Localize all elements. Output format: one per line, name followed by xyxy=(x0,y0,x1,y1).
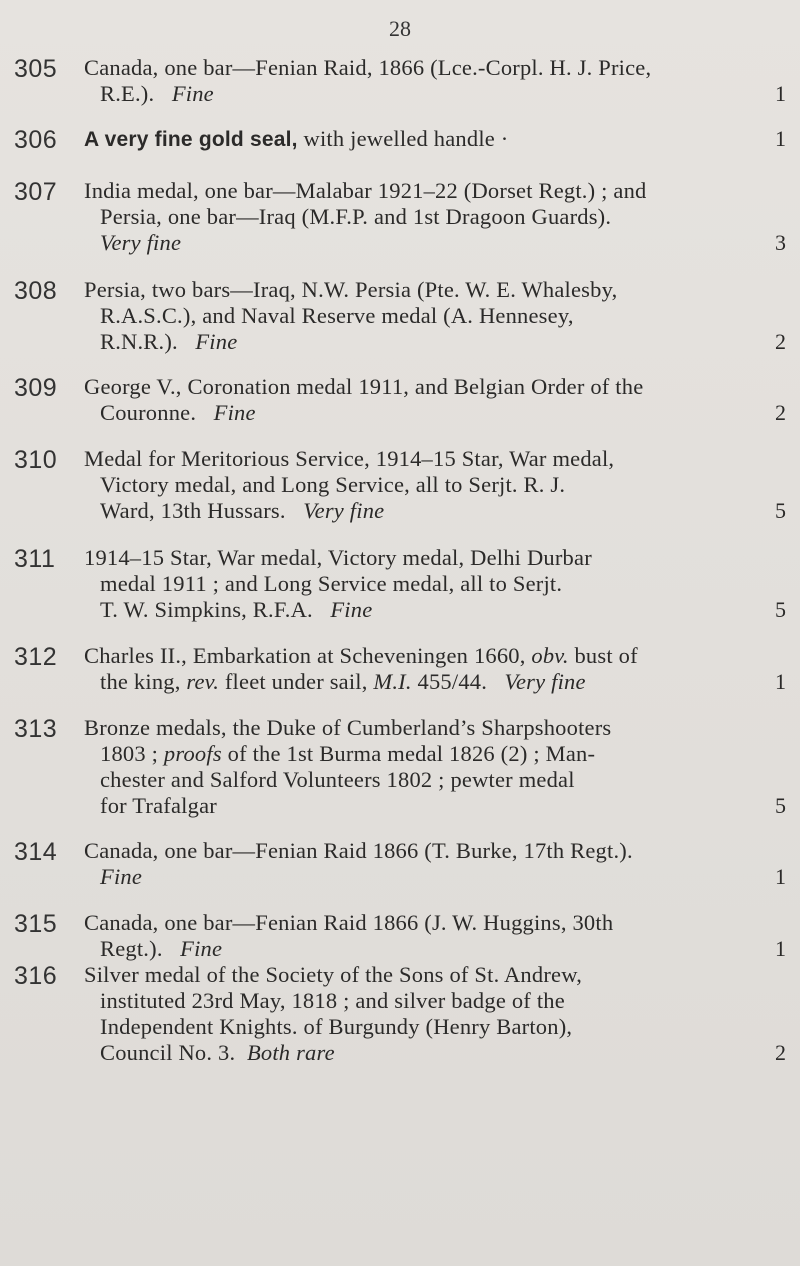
lot-line: Independent Knights. of Burgundy (Henry Barton), xyxy=(100,1014,573,1039)
lot-price: 2 xyxy=(775,400,786,425)
lot-text: of the 1st Burma medal 1826 (2) ; Man- xyxy=(227,741,596,766)
lot-line: medal 1911 ; and Long Service medal, all to Serjt. xyxy=(100,571,563,596)
lot-number: 306 xyxy=(14,126,58,154)
page-number: 28 xyxy=(389,16,411,41)
lot-text: with jewelled handle xyxy=(303,126,495,151)
lot-price: 5 xyxy=(775,498,786,523)
lot-line xyxy=(84,498,790,524)
lot-line: India medal, one bar—Malabar 1921–22 (Dorset Regt.) ; and xyxy=(84,178,647,203)
lot-number: 310 xyxy=(14,446,58,474)
lot-text: the king, xyxy=(100,669,181,694)
lot-grade: Fine xyxy=(195,329,238,354)
lot-line: chester and Salford Volunteers 1802 ; pewter medal xyxy=(100,767,575,792)
lot-line xyxy=(84,597,790,623)
lot-line: A very fine gold seal, with jewelled handle · xyxy=(84,126,509,151)
lot-number: 309 xyxy=(14,374,58,402)
lot-description xyxy=(84,55,790,107)
lot-line xyxy=(84,81,790,107)
lot-line xyxy=(84,936,790,962)
lot-description xyxy=(84,126,790,153)
lot-price: 1 xyxy=(775,126,786,151)
lot-grade: Both rare xyxy=(246,1040,335,1065)
lot-line: 1914–15 Star, War medal, Victory medal, Delhi Durbar xyxy=(84,545,592,570)
lot-grade: Fine xyxy=(100,864,143,889)
lot-line xyxy=(84,400,790,426)
lot-line xyxy=(84,643,790,669)
lot-text: Charles II., Embarkation at Scheveningen 1660, xyxy=(84,643,526,668)
lot-abbrev: proofs xyxy=(163,741,222,766)
lot-abbrev: rev. xyxy=(186,669,220,694)
lot-number: 308 xyxy=(14,277,58,305)
lot-text: R.N.R.). xyxy=(100,329,178,354)
lot-price: 1 xyxy=(775,81,786,106)
lot-line xyxy=(84,669,790,695)
lot-line xyxy=(84,329,790,355)
lot-line: Silver medal of the Society of the Sons of St. Andrew, xyxy=(84,962,583,987)
lot-description xyxy=(84,446,790,524)
lot-description xyxy=(84,178,790,256)
lot-description xyxy=(84,962,790,1066)
lot-text: T. W. Simpkins, R.F.A. xyxy=(100,597,313,622)
lot-line: Bronze medals, the Duke of Cumberland’s Sharpshooters xyxy=(84,715,612,740)
lot-description xyxy=(84,910,790,962)
lot-text: Ward, 13th Hussars. xyxy=(100,498,286,523)
lot-line xyxy=(84,741,790,767)
lot-number: 316 xyxy=(14,962,58,990)
lot-description xyxy=(84,643,790,695)
lot-text: Council No. 3. xyxy=(100,1040,236,1065)
lot-grade: Very fine xyxy=(504,669,586,694)
lot-text: Regt.). xyxy=(100,936,163,961)
lot-line xyxy=(84,230,790,256)
lot-text: R.E.). xyxy=(100,81,155,106)
lot-line: R.A.S.C.), and Naval Reserve medal (A. Hennesey, xyxy=(100,303,574,328)
lot-line: Canada, one bar—Fenian Raid, 1866 (Lce.-Corpl. H. J. Price, xyxy=(84,55,652,80)
lot-price: 1 xyxy=(775,669,786,694)
lot-number: 305 xyxy=(14,55,58,83)
lot-text: 455/44. xyxy=(417,669,488,694)
lot-number: 315 xyxy=(14,910,58,938)
lot-line: for Trafalgar xyxy=(100,793,217,818)
lot-number: 307 xyxy=(14,178,58,206)
lot-price: 5 xyxy=(775,793,786,818)
lot-price: 2 xyxy=(775,1040,786,1065)
lot-price: 5 xyxy=(775,597,786,622)
lot-line: Persia, one bar—Iraq (M.F.P. and 1st Dragoon Guards). xyxy=(100,204,612,229)
lot-text: 1803 ; xyxy=(100,741,159,766)
lot-grade: Very fine xyxy=(100,230,182,255)
lot-price: 3 xyxy=(775,230,786,255)
lot-description xyxy=(84,715,790,819)
lot-price: 2 xyxy=(775,329,786,354)
lot-grade: Very fine xyxy=(303,498,385,523)
lot-description xyxy=(84,838,790,890)
lot-number: 312 xyxy=(14,643,58,671)
lot-text: bust of xyxy=(574,643,638,668)
lot-text: fleet under sail, xyxy=(224,669,368,694)
lot-highlight: A very fine gold seal, xyxy=(84,128,298,151)
lot-line: Persia, two bars—Iraq, N.W. Persia (Pte. W. E. Whalesby, xyxy=(84,277,618,302)
lot-abbrev: obv. xyxy=(531,643,569,668)
lot-line: instituted 23rd May, 1818 ; and silver badge of the xyxy=(100,988,565,1013)
lot-number: 313 xyxy=(14,715,58,743)
lot-price: 1 xyxy=(775,936,786,961)
lot-grade: Fine xyxy=(171,81,214,106)
lot-text: Couronne. xyxy=(100,400,197,425)
lot-line: Victory medal, and Long Service, all to Serjt. R. J. xyxy=(100,472,566,497)
lot-line xyxy=(84,1040,790,1066)
lot-price: 1 xyxy=(775,864,786,889)
lot-number: 311 xyxy=(14,545,56,573)
lot-line xyxy=(84,864,790,890)
lot-line: Canada, one bar—Fenian Raid 1866 (T. Burke, 17th Regt.). xyxy=(84,838,633,863)
lot-grade: Fine xyxy=(213,400,256,425)
lot-reference: M.I. xyxy=(373,669,412,694)
lot-line: George V., Coronation medal 1911, and Belgian Order of the xyxy=(84,374,644,399)
lot-description xyxy=(84,277,790,355)
lot-line: Medal for Meritorious Service, 1914–15 Star, War medal, xyxy=(84,446,615,471)
lot-grade: Fine xyxy=(180,936,223,961)
lot-grade: Fine xyxy=(330,597,373,622)
lot-number: 314 xyxy=(14,838,58,866)
lot-description xyxy=(84,545,790,623)
lot-line: Canada, one bar—Fenian Raid 1866 (J. W. Huggins, 30th xyxy=(84,910,614,935)
lot-description xyxy=(84,374,790,426)
